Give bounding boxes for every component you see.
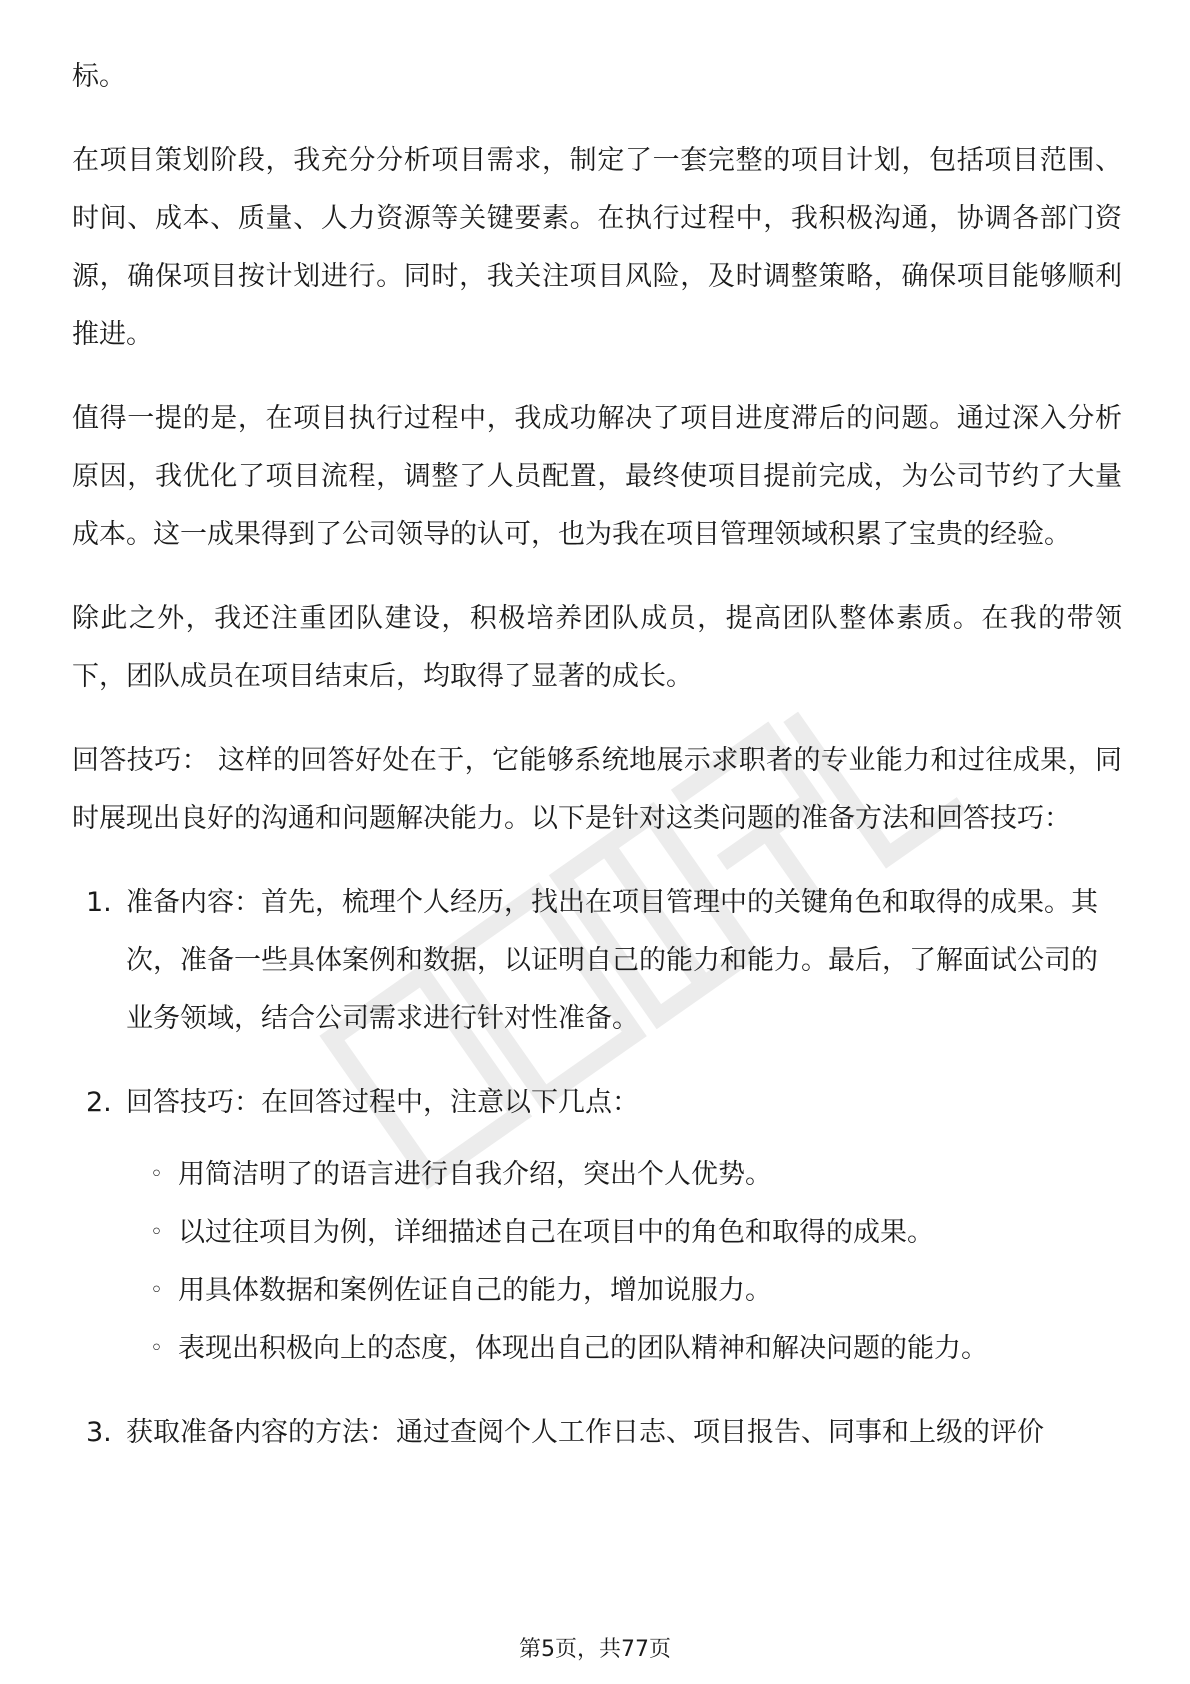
sub-list-item	[126, 1262, 1122, 1320]
paragraph-progress-delay: 值得一提的是，在项目执行过程中，我成功解决了项目进度滞后的问题。通过深入分析原因，我优化了项目流程，调整了人员配置，最终使项目提前完成，为公司节约了大量成本。这一成果得到了公司领导的认可，也为我在项目管理领域积累了宝贵的经验。	[72, 403, 1122, 550]
paragraph-project-planning: 在项目策划阶段，我充分分析项目需求，制定了一套完整的项目计划，包括项目范围、时间、成本、质量、人力资源等关键要素。在执行过程中，我积极沟通，协调各部门资源，确保项目按计划进行。同时，我关注项目风险，及时调整策略，确保项目能够顺利推进。	[72, 145, 1122, 350]
bullet-icon: ◦	[150, 1162, 163, 1187]
sub-list-item	[126, 1146, 1122, 1204]
paragraph-answer-tips: 回答技巧： 这样的回答好处在于，它能够系统地展示求职者的专业能力和过往成果，同时展现出良好的沟通和问题解决能力。以下是针对这类问题的准备方法和回答技巧：	[72, 745, 1122, 834]
list-item	[72, 1074, 1122, 1378]
sub-list-item-text: 用简洁明了的语言进行自我介绍，突出个人优势。	[178, 1159, 772, 1190]
list-number: 1.	[86, 887, 112, 918]
sub-list-item	[126, 1320, 1122, 1378]
list-number: 3.	[86, 1417, 112, 1448]
sub-list-item-text: 以过往项目为例，详细描述自己在项目中的角色和取得的成果。	[178, 1217, 934, 1248]
paragraph-fragment: 标。	[72, 61, 126, 92]
sub-list-item-text: 表现出积极向上的态度，体现出自己的团队精神和解决问题的能力。	[178, 1333, 988, 1364]
sub-list-item	[126, 1204, 1122, 1262]
list-number: 2.	[86, 1087, 112, 1118]
list-item-text: 准备内容：首先，梳理个人经历，找出在项目管理中的关键角色和取得的成果。其次，准备一些具体案例和数据，以证明自己的能力和能力。最后，了解面试公司的业务领域，结合公司需求进行针对性准备。	[126, 887, 1098, 1034]
document-body	[72, 48, 1122, 1488]
list-item-text: 回答技巧：在回答过程中，注意以下几点：	[126, 1087, 639, 1118]
paragraph-team-building: 除此之外，我还注重团队建设，积极培养团队成员，提高团队整体素质。在我的带领下，团队成员在项目结束后，均取得了显著的成长。	[72, 603, 1122, 692]
bullet-icon: ◦	[150, 1278, 163, 1303]
bullet-icon: ◦	[150, 1336, 163, 1361]
list-item	[72, 874, 1122, 1048]
bullet-icon: ◦	[150, 1220, 163, 1245]
tips-list	[72, 874, 1122, 1462]
list-item-text: 获取准备内容的方法：通过查阅个人工作日志、项目报告、同事和上级的评价	[126, 1417, 1044, 1448]
sub-list-item-text: 用具体数据和案例佐证自己的能力，增加说服力。	[178, 1275, 772, 1306]
page-number-footer: 第5页，共77页	[519, 1637, 671, 1662]
list-item	[72, 1404, 1122, 1462]
sub-list	[126, 1146, 1122, 1378]
